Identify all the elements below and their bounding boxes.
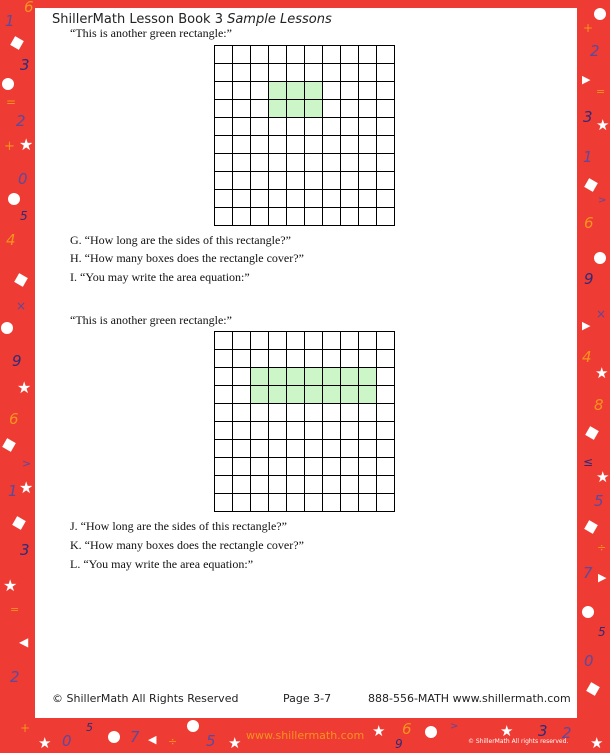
grid-cell <box>359 136 377 154</box>
grid-cell <box>359 368 377 386</box>
star-icon: ★ <box>38 734 52 752</box>
border-digit-icon: 3 <box>538 722 548 740</box>
grid-cell <box>305 494 323 512</box>
grid-cell <box>359 118 377 136</box>
grid-cell <box>269 82 287 100</box>
grid-cell <box>305 350 323 368</box>
border-copyright: © ShillerMath All rights reserved. <box>468 738 569 745</box>
border-digit-icon: 4 <box>6 231 16 249</box>
grid-cell <box>323 386 341 404</box>
grid-cell <box>215 136 233 154</box>
grid-cell <box>269 136 287 154</box>
grid-cell <box>287 494 305 512</box>
border-digit-icon: 1 <box>583 148 593 166</box>
star-icon: ★ <box>19 478 34 497</box>
grid-cell <box>341 172 359 190</box>
grid-cell <box>377 190 395 208</box>
grid-cell <box>269 494 287 512</box>
grid-cell <box>215 422 233 440</box>
grid-cell <box>341 208 359 226</box>
grid-cell <box>287 368 305 386</box>
grid-cell <box>377 440 395 458</box>
triangle-icon: ▶ <box>582 73 591 86</box>
grid-cell <box>215 494 233 512</box>
grid-cell <box>251 100 269 118</box>
star-icon: ★ <box>596 116 610 134</box>
grid-cell <box>341 440 359 458</box>
border-digit-icon: 5 <box>598 625 606 639</box>
grid-cell <box>359 494 377 512</box>
section-intro: “This is another green rectangle:” <box>70 313 232 327</box>
grid-cell <box>377 404 395 422</box>
grid-cell <box>233 118 251 136</box>
grid-cell <box>215 440 233 458</box>
grid-cell <box>287 208 305 226</box>
plus-icon: + <box>4 139 15 154</box>
grid-cell <box>359 440 377 458</box>
border-digit-icon: 6 <box>402 720 412 738</box>
grid-cell <box>269 404 287 422</box>
border-digit-icon: 5 <box>20 209 28 223</box>
grid-cell <box>305 332 323 350</box>
grid-cell <box>287 100 305 118</box>
grid-cell <box>269 386 287 404</box>
times-icon: × <box>596 307 607 321</box>
triangle-icon: ◀ <box>19 635 29 649</box>
grid-cell <box>341 422 359 440</box>
grid-cell <box>251 332 269 350</box>
triangle-icon: ▶ <box>598 571 607 584</box>
grid-cell <box>287 64 305 82</box>
grid-cell <box>251 190 269 208</box>
grid-cell <box>251 494 269 512</box>
grid-cell <box>233 386 251 404</box>
grid-cell <box>269 208 287 226</box>
grid-cell <box>251 46 269 64</box>
grid-cell <box>305 136 323 154</box>
grid-cell <box>287 422 305 440</box>
border-digit-icon: 2 <box>562 724 572 742</box>
grid-cell <box>323 476 341 494</box>
grid-cell <box>341 136 359 154</box>
grid-cell <box>377 368 395 386</box>
grid-cell <box>215 172 233 190</box>
plus-icon: + <box>583 21 594 35</box>
grid-cell <box>215 404 233 422</box>
grid-cell <box>287 350 305 368</box>
grid-cell <box>251 350 269 368</box>
border-digit-icon: 5 <box>594 492 604 510</box>
grid-cell <box>269 422 287 440</box>
grid-cell <box>215 154 233 172</box>
grid-cell <box>323 368 341 386</box>
question-g: G. “How long are the sides of this rectangle?” <box>70 233 291 247</box>
grid-cell <box>287 458 305 476</box>
star-icon: ★ <box>3 576 18 595</box>
equals-icon: = <box>6 95 17 109</box>
border-digit-icon: 5 <box>206 732 216 750</box>
grid-cell <box>233 82 251 100</box>
question-k: K. “How many boxes does the rectangle cover?” <box>70 538 304 552</box>
grid-cell <box>233 494 251 512</box>
grid-cell <box>233 190 251 208</box>
star-icon: ★ <box>19 135 34 154</box>
circle-icon <box>594 252 606 264</box>
plus-icon: + <box>20 721 31 735</box>
grid-cell <box>305 154 323 172</box>
grid-cell <box>251 422 269 440</box>
star-icon: ★ <box>596 468 610 486</box>
circle-icon <box>187 720 199 732</box>
grid-cell <box>377 82 395 100</box>
grid-cell <box>215 332 233 350</box>
grid-cell <box>323 190 341 208</box>
grid-cell <box>215 368 233 386</box>
border-digit-icon: 1 <box>8 482 18 500</box>
grid-cell <box>341 404 359 422</box>
grid-cell <box>359 386 377 404</box>
grid-cell <box>287 82 305 100</box>
grid-cell <box>341 64 359 82</box>
grid-cell <box>215 208 233 226</box>
grid-cell <box>251 82 269 100</box>
grid-cell <box>251 118 269 136</box>
diamond-icon <box>2 438 16 452</box>
grid-cell <box>287 154 305 172</box>
grid-cell <box>233 64 251 82</box>
star-icon: ★ <box>590 734 604 752</box>
grid-cell <box>269 154 287 172</box>
border-digit-icon: 9 <box>12 352 22 370</box>
grid-cell <box>359 190 377 208</box>
border-digit-icon: 2 <box>590 42 600 60</box>
grid-cell <box>269 64 287 82</box>
triangle-icon: ▶ <box>582 319 591 332</box>
border-digit-icon: 2 <box>10 668 20 686</box>
border-digit-icon: 6 <box>24 0 34 16</box>
grid-cell <box>287 386 305 404</box>
grid-cell <box>341 46 359 64</box>
grid-cell <box>251 172 269 190</box>
grid-cell <box>341 476 359 494</box>
grid-cell <box>341 118 359 136</box>
grid-cell <box>359 458 377 476</box>
grid-cell <box>377 154 395 172</box>
grid-cell <box>269 118 287 136</box>
rectangle-grid <box>214 45 395 226</box>
star-icon: ★ <box>500 722 514 740</box>
grid-cell <box>323 100 341 118</box>
grid-cell <box>377 422 395 440</box>
grid-cell <box>341 494 359 512</box>
grid-cell <box>323 64 341 82</box>
grid-cell <box>323 136 341 154</box>
grid-cell <box>305 208 323 226</box>
greater-than-icon: > <box>22 457 32 470</box>
equals-icon: = <box>596 85 606 98</box>
grid-cell <box>377 100 395 118</box>
grid-cell <box>251 368 269 386</box>
grid-cell <box>215 118 233 136</box>
grid-cell <box>269 440 287 458</box>
grid-cell <box>377 494 395 512</box>
grid-cell <box>359 208 377 226</box>
less-equal-icon: ≤ <box>583 455 594 469</box>
grid-cell <box>377 64 395 82</box>
border-digit-icon: 8 <box>594 396 604 414</box>
grid-cell <box>251 136 269 154</box>
grid-cell <box>377 118 395 136</box>
grid-cell <box>305 440 323 458</box>
grid-cell <box>341 332 359 350</box>
grid-cell <box>269 458 287 476</box>
grid-cell <box>215 386 233 404</box>
grid-cell <box>287 118 305 136</box>
grid-cell <box>287 440 305 458</box>
grid-cell <box>377 136 395 154</box>
grid-cell <box>341 458 359 476</box>
grid-cell <box>305 118 323 136</box>
grid-cell <box>269 100 287 118</box>
page-header <box>52 12 332 27</box>
grid-cell <box>215 46 233 64</box>
grid-cell <box>233 136 251 154</box>
grid-cell <box>233 100 251 118</box>
question-h: H. “How many boxes does the rectangle cover?” <box>70 251 304 265</box>
grid-cell <box>215 82 233 100</box>
grid-cell <box>359 100 377 118</box>
footer-copyright: © ShillerMath All Rights Reserved <box>52 692 239 705</box>
grid-cell <box>377 458 395 476</box>
border-url: www.shillermath.com <box>246 729 365 742</box>
question-j: J. “How long are the sides of this rectangle?” <box>70 519 287 533</box>
grid-cell <box>377 332 395 350</box>
grid-cell <box>269 350 287 368</box>
grid-cell <box>359 82 377 100</box>
grid-cell <box>233 332 251 350</box>
grid-cell <box>287 136 305 154</box>
grid-cell <box>251 440 269 458</box>
grid-cell <box>323 458 341 476</box>
border-digit-icon: 9 <box>584 270 594 288</box>
grid-cell <box>341 368 359 386</box>
section-intro: “This is another green rectangle:” <box>70 26 232 40</box>
grid-cell <box>305 190 323 208</box>
grid-cell <box>251 458 269 476</box>
grid-cell <box>233 404 251 422</box>
grid-cell <box>215 476 233 494</box>
circle-icon <box>8 193 20 205</box>
grid-cell <box>233 458 251 476</box>
grid-cell <box>377 46 395 64</box>
grid-cell <box>287 46 305 64</box>
star-icon: ★ <box>228 734 242 752</box>
grid-cell <box>341 82 359 100</box>
grid-cell <box>323 440 341 458</box>
border-digit-icon: 0 <box>18 170 28 188</box>
grid-cell <box>233 476 251 494</box>
grid-cell <box>305 386 323 404</box>
diamond-icon <box>584 178 598 192</box>
grid-cell <box>287 332 305 350</box>
footer-contact: 888-556-MATH www.shillermath.com <box>368 692 571 705</box>
book-title: ShillerMath Lesson Book 3 <box>52 12 228 27</box>
border-digit-icon: 3 <box>583 108 593 126</box>
border-digit-icon: 5 <box>86 721 93 734</box>
border-digit-icon: 4 <box>582 348 592 366</box>
grid-cell <box>359 476 377 494</box>
divide-icon: ÷ <box>168 735 178 748</box>
diamond-icon <box>586 682 600 696</box>
border-digit-icon: 7 <box>130 728 140 746</box>
grid-cell <box>251 386 269 404</box>
grid-cell <box>323 494 341 512</box>
diamond-icon <box>584 520 598 534</box>
star-icon: ★ <box>595 364 609 382</box>
grid-cell <box>323 46 341 64</box>
circle-icon <box>108 731 120 743</box>
grid-cell <box>305 368 323 386</box>
circle-icon <box>582 606 594 618</box>
grid-cell <box>305 458 323 476</box>
grid-cell <box>377 350 395 368</box>
grid-cell <box>377 172 395 190</box>
grid-cell <box>233 154 251 172</box>
grid-cell <box>305 46 323 64</box>
star-icon: ★ <box>17 378 32 397</box>
grid-cell <box>341 190 359 208</box>
grid-cell <box>233 440 251 458</box>
question-i: I. “You may write the area equation:” <box>70 270 250 284</box>
triangle-icon: ◀ <box>148 733 157 746</box>
border-digit-icon: 7 <box>583 564 593 582</box>
grid-cell <box>305 422 323 440</box>
grid-cell <box>269 46 287 64</box>
border-digit-icon: 9 <box>395 737 403 751</box>
grid-cell <box>269 476 287 494</box>
diamond-icon <box>585 426 599 440</box>
grid-cell <box>323 332 341 350</box>
grid-cell <box>323 154 341 172</box>
grid-cell <box>323 422 341 440</box>
grid-cell <box>305 64 323 82</box>
grid-cell <box>215 350 233 368</box>
circle-icon <box>594 8 606 20</box>
grid-cell <box>359 404 377 422</box>
grid-cell <box>287 476 305 494</box>
grid-cell <box>251 404 269 422</box>
grid-cell <box>305 476 323 494</box>
grid-cell <box>377 476 395 494</box>
border-digit-icon: 3 <box>20 541 30 559</box>
grid-cell <box>323 404 341 422</box>
grid-cell <box>323 350 341 368</box>
grid-cell <box>323 172 341 190</box>
grid-cell <box>341 350 359 368</box>
grid-cell <box>269 368 287 386</box>
grid-cell <box>359 350 377 368</box>
border-digit-icon: 2 <box>16 112 26 130</box>
grid-cell <box>269 190 287 208</box>
circle-icon <box>1 322 13 334</box>
grid-cell <box>287 190 305 208</box>
grid-cell <box>251 154 269 172</box>
grid-cell <box>233 350 251 368</box>
grid-cell <box>233 208 251 226</box>
grid-cell <box>341 154 359 172</box>
grid-cell <box>251 476 269 494</box>
grid-cell <box>233 172 251 190</box>
grid-cell <box>251 208 269 226</box>
circle-icon <box>425 726 437 738</box>
grid-cell <box>359 172 377 190</box>
grid-cell <box>215 100 233 118</box>
grid-cell <box>359 46 377 64</box>
grid-cell <box>287 404 305 422</box>
grid-cell <box>359 422 377 440</box>
grid-cell <box>341 386 359 404</box>
diamond-icon <box>12 516 26 530</box>
grid-cell <box>251 64 269 82</box>
circle-icon <box>2 78 14 90</box>
grid-cell <box>305 404 323 422</box>
grid-cell <box>233 46 251 64</box>
grid-cell <box>359 154 377 172</box>
grid-cell <box>359 64 377 82</box>
grid-cell <box>305 172 323 190</box>
lesson-page <box>35 8 577 718</box>
grid-cell <box>215 64 233 82</box>
question-l: L. “You may write the area equation:” <box>70 557 254 571</box>
grid-cell <box>269 172 287 190</box>
grid-cell <box>305 100 323 118</box>
divide-icon: ÷ <box>597 541 607 554</box>
grid-cell <box>305 82 323 100</box>
grid-cell <box>377 208 395 226</box>
diamond-icon <box>14 273 28 287</box>
grid-cell <box>233 368 251 386</box>
border-digit-icon: 0 <box>584 652 594 670</box>
grid-cell <box>323 82 341 100</box>
border-digit-icon: 1 <box>5 12 15 30</box>
border-digit-icon: 6 <box>584 214 594 232</box>
grid-cell <box>215 458 233 476</box>
grid-cell <box>323 118 341 136</box>
star-icon: ★ <box>372 722 386 740</box>
grid-cell <box>341 100 359 118</box>
grid-cell <box>359 332 377 350</box>
border-digit-icon: 6 <box>9 410 19 428</box>
times-icon: × <box>16 299 27 313</box>
border-digit-icon: 3 <box>20 56 30 74</box>
grid-cell <box>377 386 395 404</box>
grid-cell <box>269 332 287 350</box>
grid-cell <box>287 172 305 190</box>
grid-cell <box>233 422 251 440</box>
diamond-icon <box>10 36 24 50</box>
grid-cell <box>215 190 233 208</box>
book-subtitle: Sample Lessons <box>227 12 332 27</box>
greater-than-icon: > <box>598 195 607 206</box>
border-digit-icon: 0 <box>62 732 72 750</box>
rectangle-grid <box>214 331 395 512</box>
equals-icon: = <box>10 603 20 616</box>
footer-page-number: Page 3-7 <box>283 692 332 705</box>
grid-cell <box>323 208 341 226</box>
greater-than-icon: > <box>450 721 459 732</box>
